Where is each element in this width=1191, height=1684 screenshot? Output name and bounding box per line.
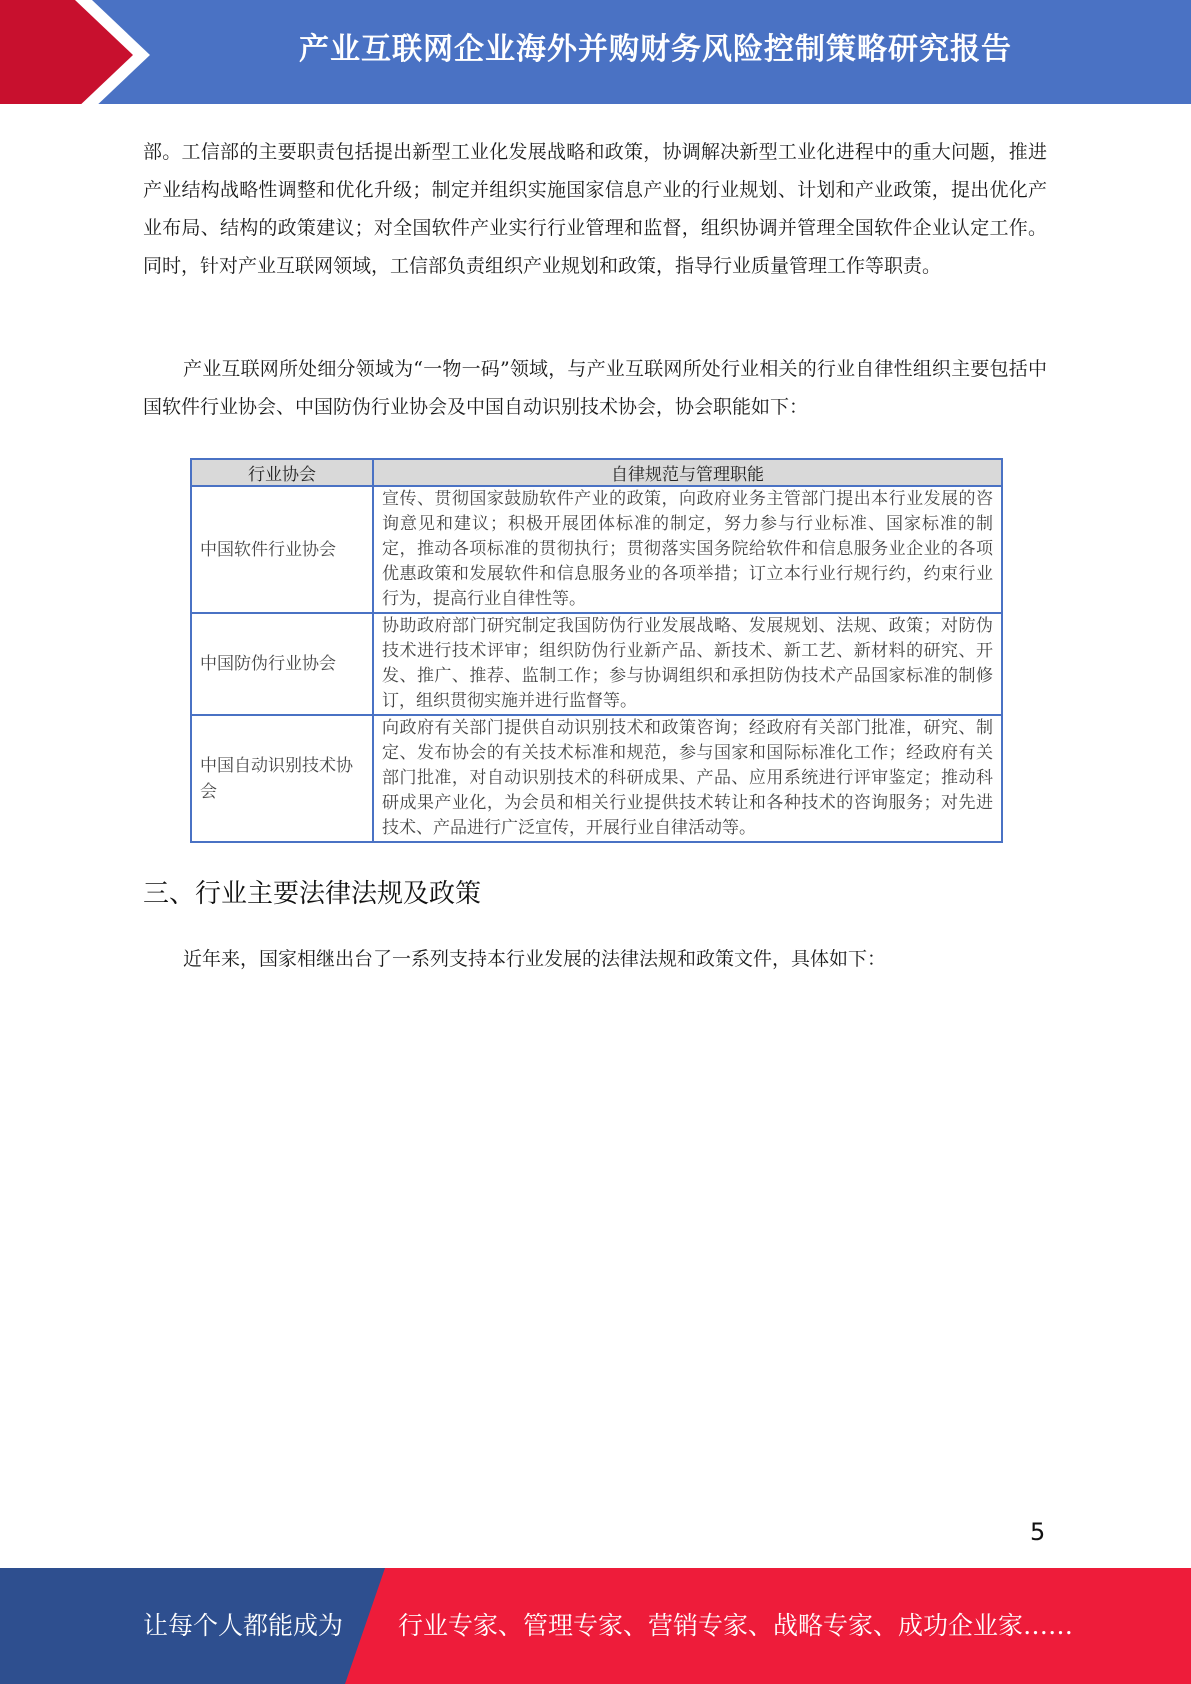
footer-slogan-right: 行业专家、管理专家、营销专家、战略专家、成功企业家…… [398,1611,1074,1640]
table-header-row [191,459,1002,486]
association-duty: 协助政府部门研究制定我国防伪行业发展战略、发展规划、法规、政策；对防伪技术进行技术评审；组织防伪行业新产品、新技术、新工艺、新材料的研究、开发、推广、推荐、监制工作；参与协调组织和承担防伪技术产品国家标准的制修订，组织贯彻实施并进行监督等。 [373,613,1002,715]
association-name: 中国自动识别技术协会 [191,715,373,842]
table-header-duties: 自律规范与管理职能 [373,459,1002,486]
association-duty: 宣传、贯彻国家鼓励软件产业的政策，向政府业务主管部门提出本行业发展的咨询意见和建议；积极开展团体标准的制定，努力参与行业标准、国家标准的制定，推动各项标准的贯彻执行；贯彻落实国务院给软件和信息服务业企业的各项优惠政策和发展软件和信息服务业的各项举措；订立本行业行规行约，约束行业行为，提高行业自律性等。 [373,486,1002,613]
association-name: 中国防伪行业协会 [191,613,373,715]
section-heading: 三、行业主要法律法规及政策 [143,879,482,909]
page-number: 5 [1030,1518,1046,1546]
table-row [191,486,1002,613]
table-row [191,715,1002,842]
page-header [0,0,1191,110]
body-paragraph-2: 产业互联网所处细分领域为“一物一码”领域，与产业互联网所处行业相关的行业自律性组织主要包括中国软件行业协会、中国防伪行业协会及中国自动识别技术协会，协会职能如下： [143,358,1047,418]
table-row [191,613,1002,715]
report-title: 产业互联网企业海外并购财务风险控制策略研究报告 [299,32,1012,67]
body-paragraph-1: 部。工信部的主要职责包括提出新型工业化发展战略和政策，协调解决新型工业化进程中的重大问题，推进产业结构战略性调整和优化升级；制定并组织实施国家信息产业的行业规划、计划和产业政策，提出优化产业布局、结构的政策建议；对全国软件产业实行行业管理和监督，组织协调并管理全国软件企业认定工作。同时，针对产业互联网领域，工信部负责组织产业规划和政策，指导行业质量管理工作等职责。 [143,141,1047,277]
page-footer [0,1568,1191,1684]
association-table [190,458,1003,843]
table-header-association: 行业协会 [191,459,373,486]
body-paragraph-3: 近年来，国家相继出台了一系列支持本行业发展的法律法规和政策文件，具体如下： [183,948,887,970]
association-duty: 向政府有关部门提供自动识别技术和政策咨询；经政府有关部门批准，研究、制定、发布协会的有关技术标准和规范，参与国家和国际标准化工作；经政府有关部门批准，对自动识别技术的科研成果、产品、应用系统进行评审鉴定；推动科研成果产业化，为会员和相关行业提供技术转让和各种技术的咨询服务；对先进技术、产品进行广泛宣传，开展行业自律活动等。 [373,715,1002,842]
footer-slogan-left: 让每个人都能成为 [143,1611,344,1640]
association-name: 中国软件行业协会 [191,486,373,613]
